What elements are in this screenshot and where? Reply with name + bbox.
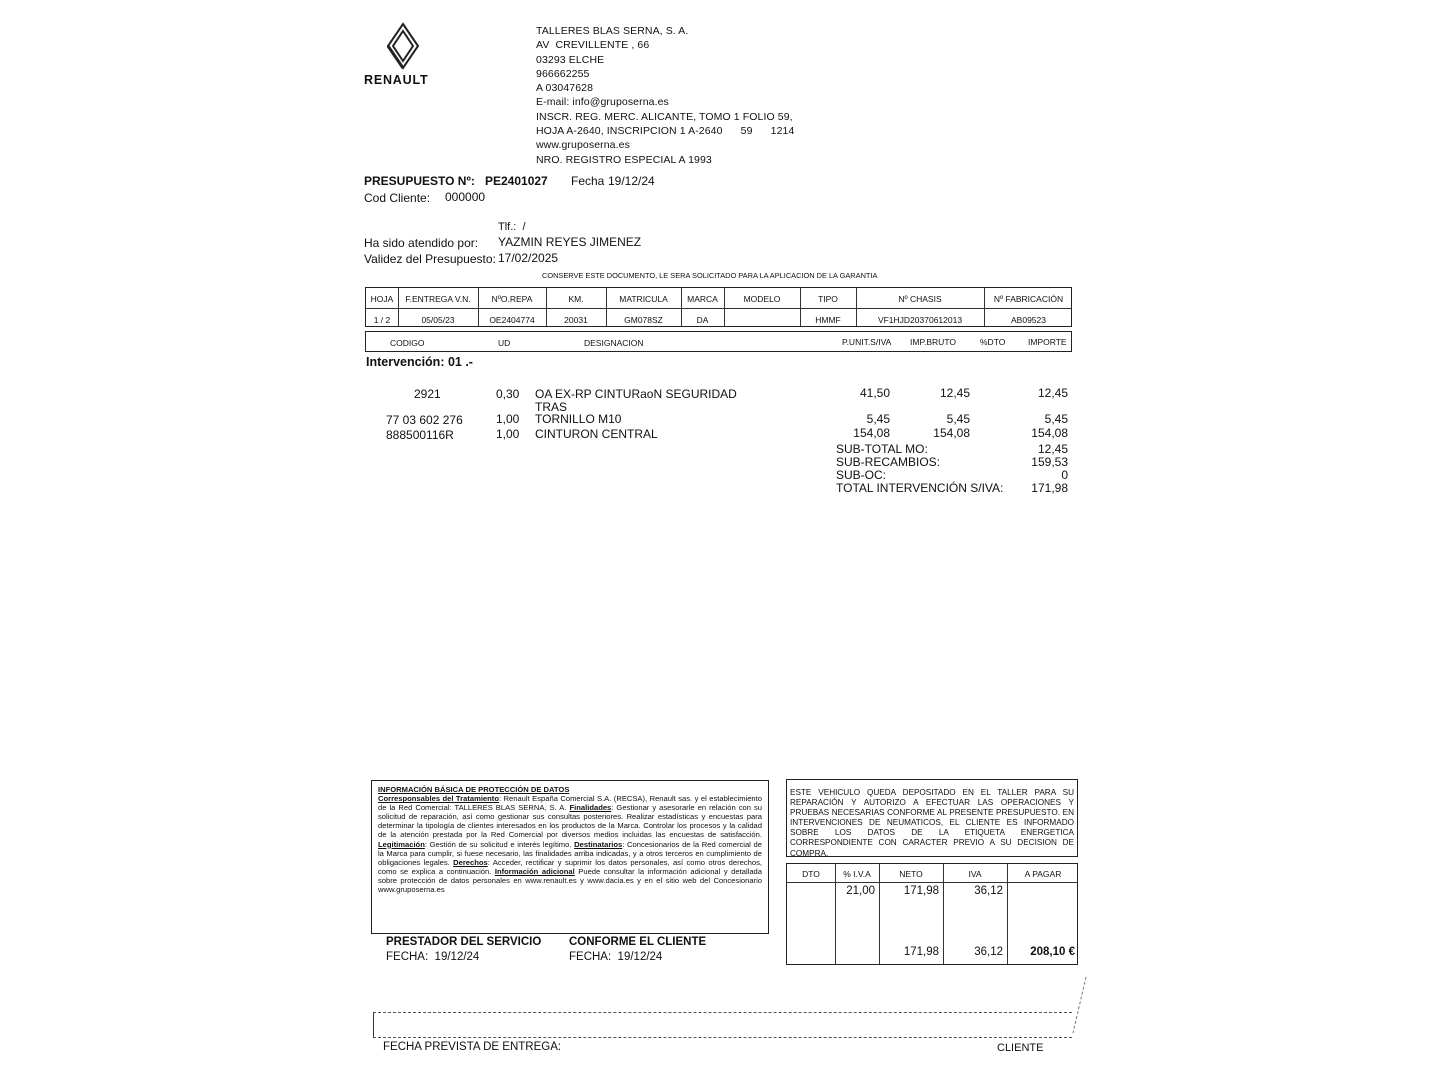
- deposit-notice-box: [786, 779, 1078, 857]
- company-line: E-mail: info@gruposerna.es: [536, 96, 669, 109]
- col-punit: P.UNIT.S/IVA: [842, 337, 892, 347]
- privacy-title: INFORMACIÓN BÁSICA DE PROTECCIÓN DE DATOS: [378, 785, 570, 794]
- td-fabricacion: AB09523: [1011, 315, 1046, 325]
- company-line: www.gruposerna.es: [536, 139, 630, 152]
- td-marca: DA: [696, 315, 709, 325]
- th-chasis: Nº CHASIS: [898, 294, 942, 304]
- subtotal-label: SUB-OC:: [836, 468, 887, 482]
- col-ud: UD: [498, 338, 511, 348]
- line-bruto: 5,45: [946, 412, 970, 426]
- col-codigo: CODIGO: [390, 338, 425, 348]
- line-code: 2921: [414, 387, 441, 401]
- amount-due: 208,10 €: [1030, 946, 1075, 958]
- col-dto: %DTO: [980, 337, 1006, 347]
- company-line: A 03047628: [536, 82, 594, 95]
- th-dto: DTO: [802, 869, 820, 879]
- th-iva: IVA: [968, 869, 982, 879]
- renault-logo: [380, 22, 426, 70]
- quote-date-label: Fecha: [571, 174, 605, 188]
- th-marca: MARCA: [687, 294, 718, 304]
- iva-total: 36,12: [974, 946, 1003, 958]
- lines-header: [365, 331, 1072, 352]
- validity-date: 17/02/2025: [498, 251, 559, 265]
- line-desc: CINTURON CENTRAL: [535, 427, 658, 441]
- th-tipo: TIPO: [818, 294, 838, 304]
- line-punit: 154,08: [853, 426, 890, 440]
- privacy-box: [371, 780, 769, 934]
- line-importe: 5,45: [1044, 412, 1068, 426]
- subtotal-label: SUB-RECAMBIOS:: [836, 455, 941, 469]
- line-bruto: 12,45: [939, 386, 970, 400]
- attended-by: YAZMIN REYES JIMENEZ: [498, 235, 642, 249]
- company-line: INSCR. REG. MERC. ALICANTE, TOMO 1 FOLIO 59,: [536, 110, 793, 123]
- attended-label: Ha sido atendido por:: [364, 236, 479, 250]
- client-code-label: Cod Cliente:: [364, 191, 431, 205]
- delivery-box: [373, 1012, 1072, 1038]
- intervention-title: Intervención: 01 .-: [366, 355, 473, 369]
- td-hoja: 1 / 2: [373, 315, 391, 325]
- line-desc2: TRAS: [535, 400, 568, 414]
- neto-value: 171,98: [903, 885, 939, 897]
- th-neto: NETO: [899, 869, 923, 879]
- deposit-notice: ESTE VEHICULO QUEDA DEPOSITADO EN EL TALLER PARA SU REPARACIÓN Y AUTORIZO A EFECTUAR LAS OPERACIONES Y PRUEBAS NECESARIAS CONFORME AL PRESENTE PRESUPUESTO. EN INTERVENCIONES DE NEUMATICOS, EL CLIENTE ES INFORMADO SOBRE LOS DATOS DE LA ETIQUETA ENERGETICA CORRESPONDIENTE CON CARACTER PREVIO A SU DECISION DE COMPRA.: [790, 788, 1074, 858]
- quote-number: PE2401027: [485, 174, 548, 188]
- client-confirm-date: FECHA: 19/12/24: [569, 951, 663, 963]
- line-punit: 41,50: [859, 386, 890, 400]
- iva-pct-value: 21,00: [846, 885, 875, 897]
- company-line: NRO. REGISTRO ESPECIAL A 1993: [536, 153, 712, 166]
- client-confirm-label: CONFORME EL CLIENTE: [569, 936, 707, 948]
- quote-date: 19/12/24: [608, 174, 655, 188]
- totals-table: [786, 863, 1078, 965]
- company-info: [536, 24, 794, 167]
- subtotal-value: 12,45: [1037, 442, 1068, 456]
- line-ud: 0,30: [496, 387, 520, 401]
- warranty-notice: CONSERVE ESTE DOCUMENTO, LE SERA SOLICITADO PARA LA APLICACION DE LA GARANTIA: [542, 271, 878, 280]
- line-punit: 5,45: [866, 412, 890, 426]
- line-desc: OA EX-RP CINTURaoN SEGURIDAD: [535, 387, 737, 401]
- subtotal-value: 0: [1061, 468, 1068, 482]
- th-matricula: MATRICULA: [619, 294, 668, 304]
- company-line: HOJA A-2640, INSCRIPCION 1 A-2640 59 1214: [536, 125, 795, 138]
- company-line: TALLERES BLAS SERNA, S. A.: [536, 25, 689, 37]
- th-modelo: MODELO: [743, 294, 781, 304]
- provider-date: FECHA: 19/12/24: [386, 951, 480, 963]
- th-km: KM.: [568, 294, 584, 304]
- total-value: 171,98: [1031, 481, 1068, 495]
- td-chasis: VF1HJD20370612013: [877, 315, 963, 325]
- line-bruto: 154,08: [933, 426, 970, 440]
- th-a-pagar: A PAGAR: [1024, 869, 1062, 879]
- td-tipo: HMMF: [815, 315, 841, 325]
- th-iva-pct: % I.V.A: [843, 869, 871, 879]
- col-designacion: DESIGNACION: [584, 338, 644, 348]
- line-importe: 154,08: [1031, 426, 1068, 440]
- th-entrega: F.ENTREGA V.N.: [405, 294, 471, 304]
- line-code: 77 03 602 276: [386, 413, 463, 427]
- phone: Tlf.: /: [498, 221, 526, 233]
- line-ud: 1,00: [496, 427, 520, 441]
- delivery-date-label: FECHA PREVISTA DE ENTREGA:: [383, 1041, 562, 1053]
- company-line: AV CREVILLENTE , 66: [536, 39, 650, 52]
- company-line: 966662255: [536, 67, 590, 80]
- total-label: TOTAL INTERVENCIÓN S/IVA:: [836, 481, 1004, 495]
- brand-name: RENAULT: [364, 73, 429, 87]
- line-importe: 12,45: [1037, 386, 1068, 400]
- line-code: 888500116R: [386, 428, 454, 442]
- td-entrega: 05/05/23: [421, 315, 455, 325]
- validity-label: Validez del Presupuesto:: [364, 252, 496, 266]
- subtotal-label: SUB-TOTAL MO:: [836, 442, 928, 456]
- th-fabricacion: Nº FABRICACIÓN: [993, 294, 1064, 304]
- quote-number-label: PRESUPUESTO Nº:: [364, 174, 475, 188]
- col-impbruto: IMP.BRUTO: [910, 337, 956, 347]
- iva-value: 36,12: [974, 885, 1003, 897]
- td-matricula: GM078SZ: [624, 315, 663, 325]
- th-hoja: HOJA: [370, 294, 394, 304]
- th-orden: NºO.REPA: [491, 294, 533, 304]
- provider-label: PRESTADOR DEL SERVICIO: [386, 936, 542, 948]
- client-code: 000000: [445, 190, 486, 204]
- td-orden: OE2404774: [489, 315, 535, 325]
- vehicle-table: [365, 287, 1072, 327]
- client-signature-label: CLIENTE: [997, 1042, 1044, 1054]
- line-desc: TORNILLO M10: [535, 412, 622, 426]
- privacy-text: Corresponsables del Tratamiento: Renault España Comercial S.A. (RECSA), Renault sas. y el establecimiento de la Red Comercial: TALLERES BLAS SERNA, S. A. Finalidades: Gestionar y asesorarle en relación con su solicitud de reparación, así como gestionar sus consultas posteriores. Realizar estadísticas y encuestas para determinar la tipología de clientes interesados en los productos de la Marca. Controlar los procesos y la calidad de la atención prestada por la Red Comercial por diversos medios incluidas las encuestas de satisfacción. Legitimación: Gestión de su solicitud e interés legítimo. Destinatarios: Concesionarios de la Red comercial de la Marca para cumplir, si fuese necesario, las finalidades arriba indicadas, y a otros terceros en cumplimiento de obligaciones legales. Derechos: Acceder, rectificar y suprimir los datos personales, así como otros derechos, como se explica a continuación. Información adicional Puede consultar la información adicional y detallada sobre protección de datos personales en www.renault.es y www.dacia.es y en el sitio web del Concesionario www.gruposerna.es: [378, 794, 763, 895]
- td-km: 20031: [564, 315, 588, 325]
- col-importe: IMPORTE: [1028, 337, 1067, 347]
- company-line: 03293 ELCHE: [536, 53, 605, 66]
- edge-line-icon: [1070, 975, 1088, 1035]
- neto-total: 171,98: [903, 946, 939, 958]
- subtotal-value: 159,53: [1031, 455, 1068, 469]
- line-ud: 1,00: [496, 412, 520, 426]
